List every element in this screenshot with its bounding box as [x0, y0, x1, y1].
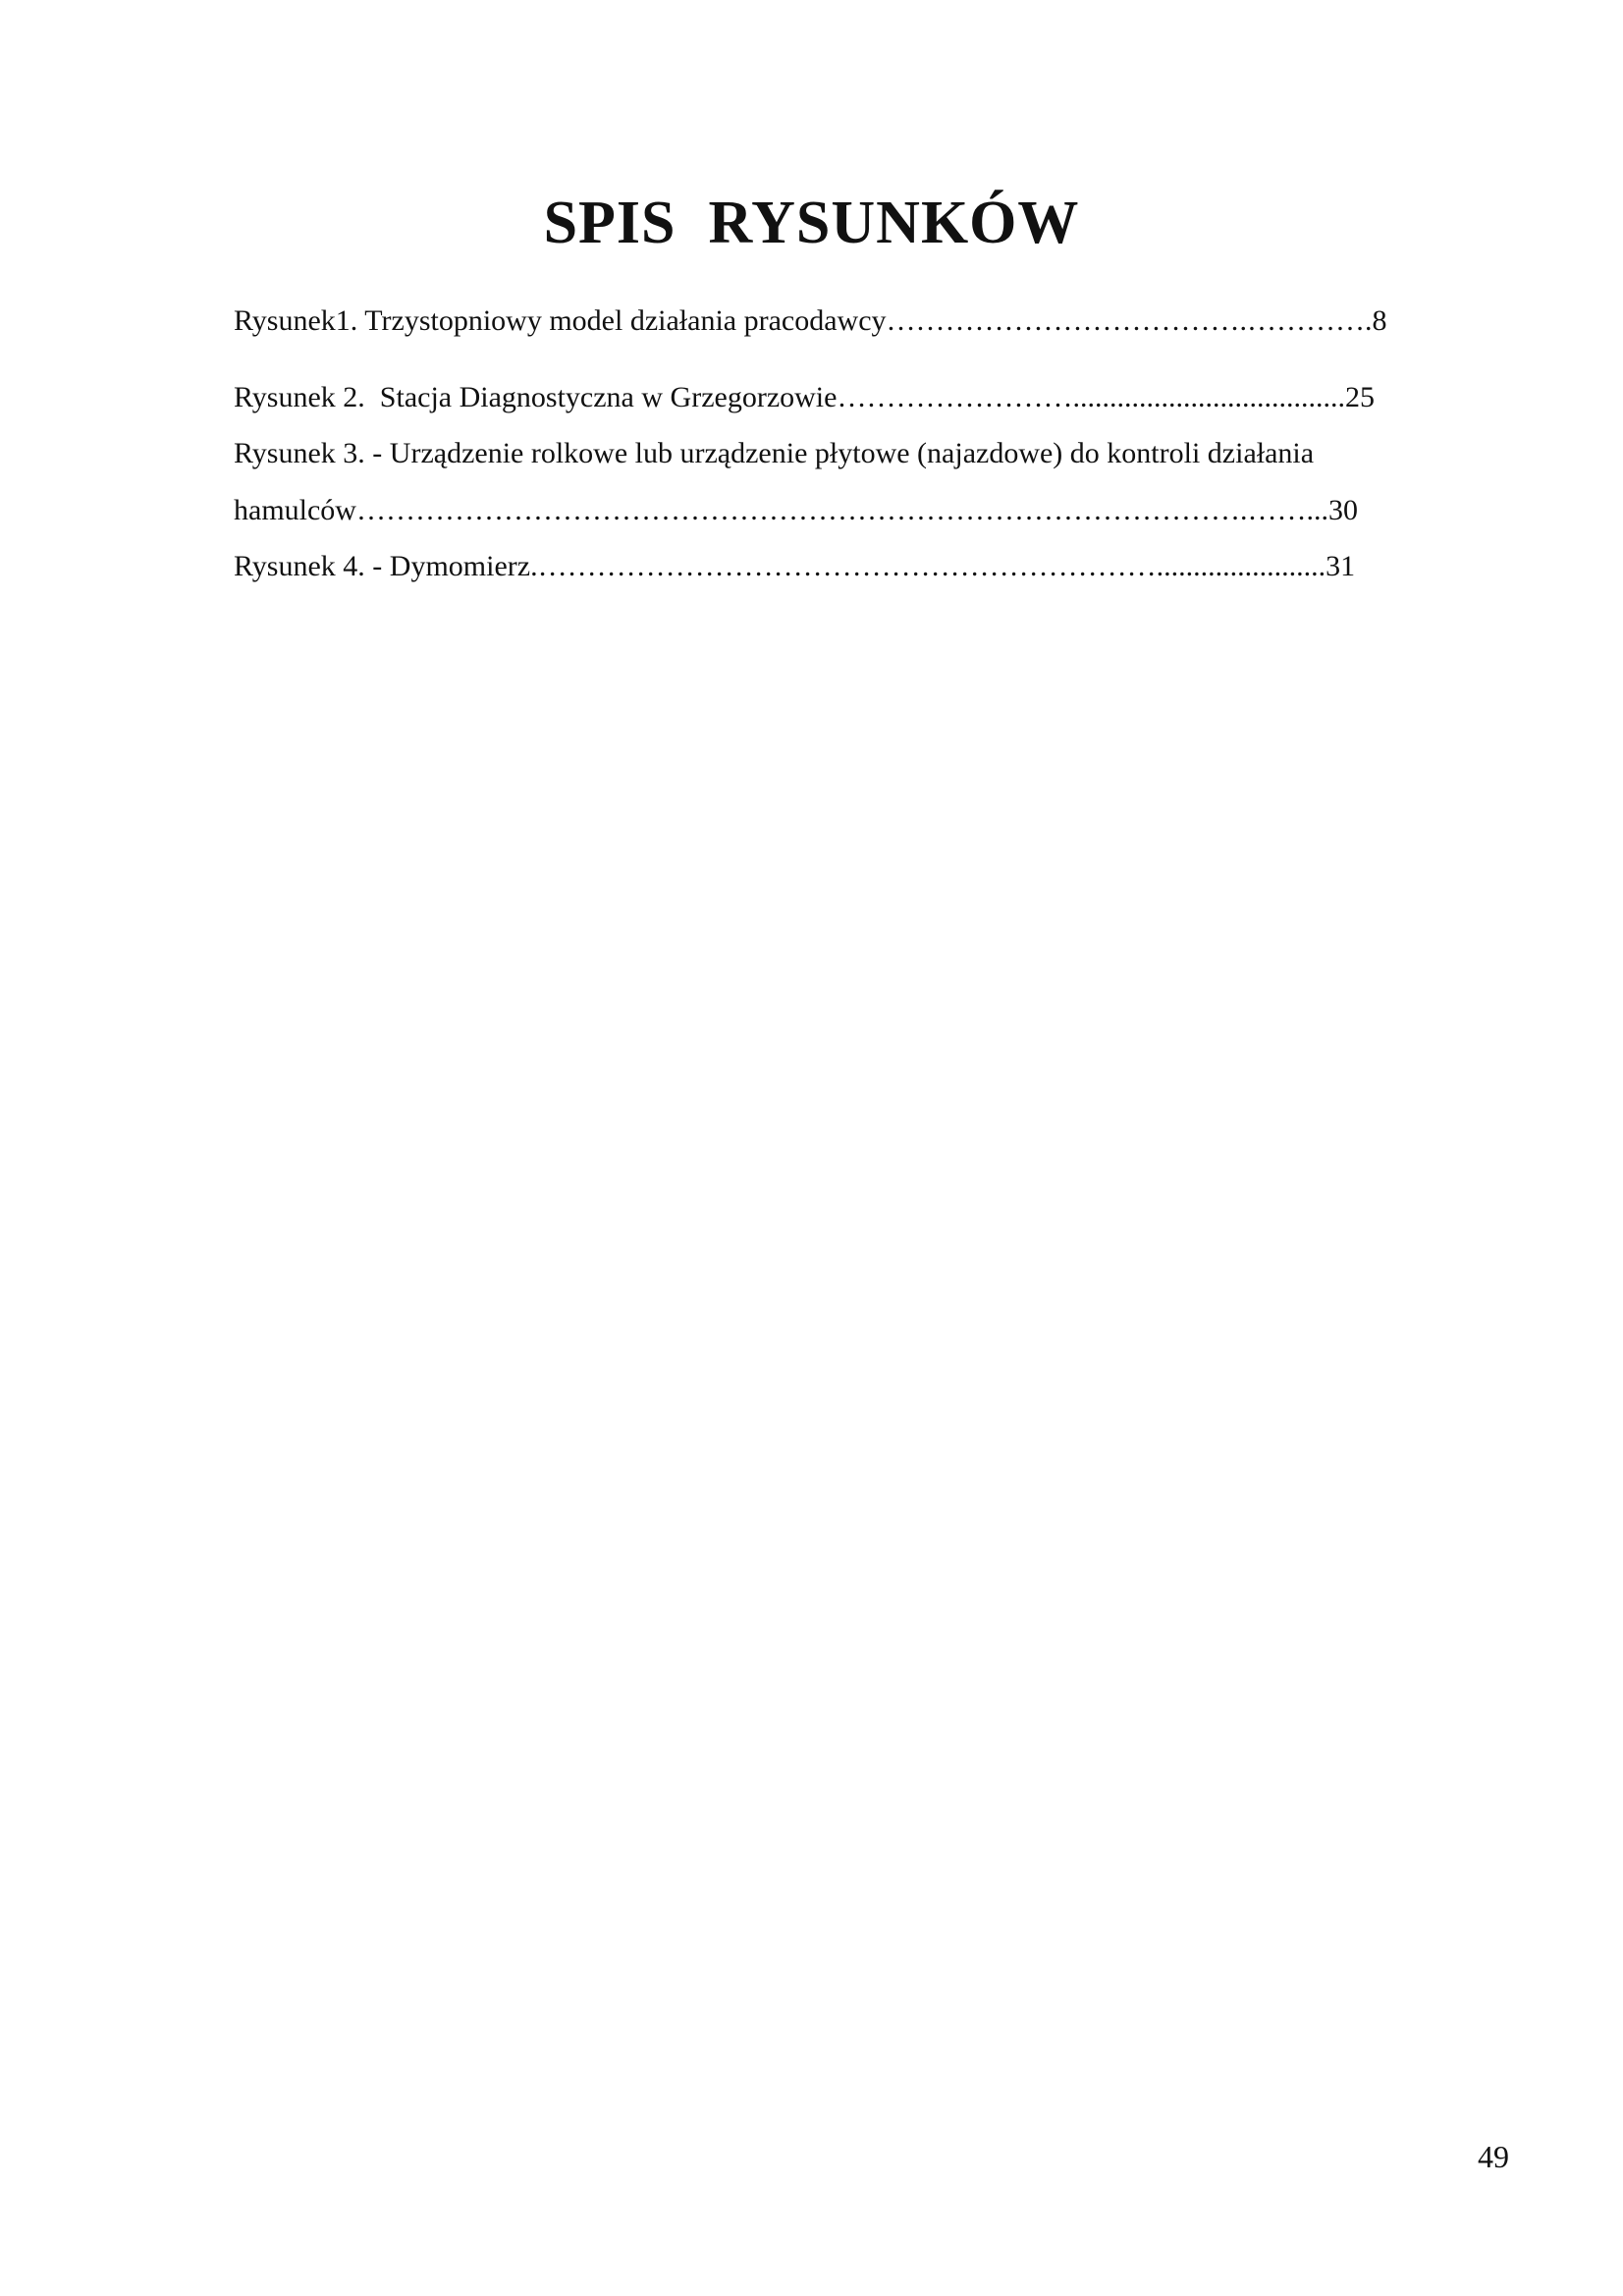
toc-entry-figure-2: Rysunek 2. Stacja Diagnostyczna w Grzegorzowie…………………….....................................25: [234, 381, 1375, 413]
toc-entry-figure-4: Rysunek 4. - Dymomierz.……………………………………………………….......................31: [234, 550, 1356, 582]
page-title: SPIS RYSUNKÓW: [543, 190, 1080, 256]
toc-entry-figure-3-line-1: Rysunek 3. - Urządzenie rolkowe lub urządzenie płytowe (najazdowe) do kontroli działania: [234, 437, 1315, 469]
page-number: 49: [1478, 2139, 1509, 2174]
toc-entry-figure-1: Rysunek1. Trzystopniowy model działania pracodawcy……………………………….………….8: [234, 304, 1387, 337]
toc-entry-figure-3-line-2: hamulców……………………………………………………………………………….……...30: [234, 494, 1358, 526]
